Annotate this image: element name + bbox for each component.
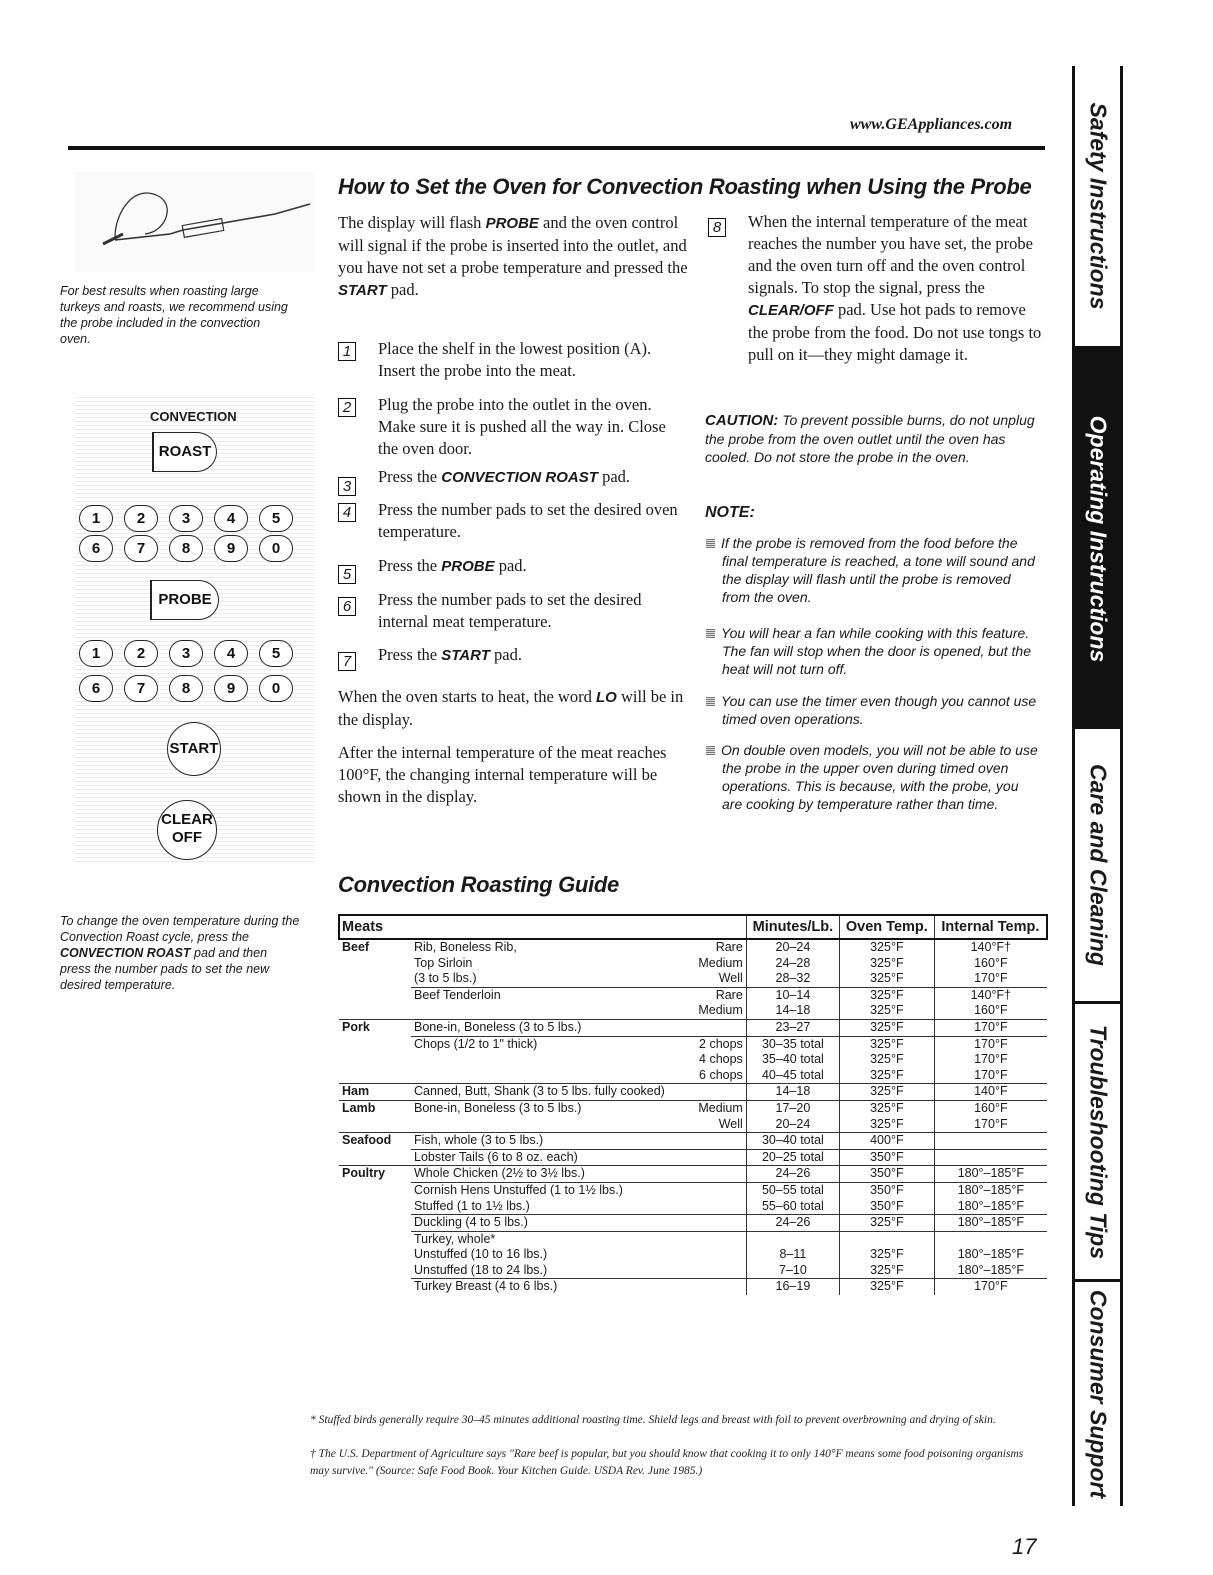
row-internal-temp: 140°F [934,1084,1047,1101]
step-7-number: 7 [338,652,356,671]
table-row [339,971,1047,987]
row-category [339,1215,411,1232]
row-oven-temp: 325°F [840,1100,935,1116]
change-temp-caption: To change the oven temperature during the Convection Roast cycle, press the CONVECTION ROAST pad and then press the number pads to set the new desired temperature. [60,914,300,992]
number-pad-6-b[interactable]: 6 [79,675,113,702]
lo-paragraph: When the oven starts to heat, the word LO will be in the display. [338,687,684,729]
table-row [339,1003,1047,1019]
step-8-number: 8 [708,218,726,237]
row-description: Turkey, whole* [411,1231,691,1247]
row-internal-temp: 180°–185°F [934,1247,1047,1263]
number-pad-8-b[interactable]: 8 [169,675,203,702]
start-pad[interactable]: START [167,722,221,776]
row-minutes: 30–40 total [746,1133,839,1150]
note-item-3: You can use the timer even though you cannot use timed oven operations. [722,692,1042,728]
note-bullet [706,697,715,706]
table-header-row [339,915,1047,939]
table-row [339,1019,1047,1036]
row-minutes: 24–26 [746,1215,839,1232]
table-row [339,1247,1047,1263]
row-minutes: 24–26 [746,1166,839,1183]
row-oven-temp: 350°F [840,1182,935,1198]
row-oven-temp: 325°F [840,1068,935,1084]
row-minutes: 8–11 [746,1247,839,1263]
number-pad-7-b[interactable]: 7 [124,675,158,702]
step-3-number: 3 [338,477,356,496]
step-4-number: 4 [338,503,356,522]
number-pad-8[interactable]: 8 [169,535,203,562]
row-internal-temp [934,1133,1047,1150]
table-row [339,1117,1047,1133]
row-doneness [691,1084,747,1101]
table-row [339,939,1047,956]
row-category [339,987,411,1003]
row-internal-temp: 140°F† [934,939,1047,956]
row-category [339,1003,411,1019]
step-3-text: Press the CONVECTION ROAST pad. [378,467,631,486]
table-row [339,1068,1047,1084]
row-internal-temp: 160°F [934,1100,1047,1116]
number-pad-2[interactable]: 2 [124,505,158,532]
step-4-text: Press the number pads to set the desired oven temperature. [378,500,678,541]
row-category [339,1279,411,1295]
convection-roasting-table [338,914,1048,1295]
row-description: Top Sirloin [414,955,473,970]
row-internal-temp: 170°F [934,971,1047,987]
after-paragraph: After the internal temperature of the meat reaches 100°F, the changing internal temperature will be shown in the display. [338,743,667,806]
row-oven-temp: 325°F [840,1036,935,1052]
row-internal-temp: 180°–185°F [934,1199,1047,1215]
row-oven-temp: 325°F [840,987,935,1003]
row-doneness: Medium [698,955,743,970]
number-pad-1[interactable]: 1 [79,505,113,532]
row-internal-temp: 170°F [934,1068,1047,1084]
step-5-number: 5 [338,565,356,584]
row-minutes [746,1231,839,1247]
row-oven-temp: 325°F [840,1019,935,1036]
tab-troubleshooting-tips[interactable]: Troubleshooting Tips [1085,1024,1111,1259]
row-oven-temp: 325°F [840,1052,935,1068]
note-bullet [706,746,715,755]
note-bullet [706,629,715,638]
row-minutes: 23–27 [746,1019,839,1036]
step-1-number: 1 [338,342,356,361]
row-minutes: 20–24 [746,939,839,956]
number-pad-9-b[interactable]: 9 [214,675,248,702]
row-category [339,1068,411,1084]
row-doneness: Rare [691,987,747,1003]
table-row [339,956,1047,972]
row-description: Beef Tenderloin [411,987,691,1003]
row-doneness [691,1199,747,1215]
row-category [339,1231,411,1247]
row-category [339,1149,411,1166]
row-oven-temp [840,1231,935,1247]
row-minutes: 7–10 [746,1263,839,1279]
table-row [339,1215,1047,1232]
table-row [339,1036,1047,1052]
clear-label: CLEAR [161,811,213,828]
row-category [339,1036,411,1052]
number-pad-7[interactable]: 7 [124,535,158,562]
row-minutes: 20–24 [746,1117,839,1133]
section-title-guide: Convection Roasting Guide [338,872,619,897]
number-pad-0-b[interactable]: 0 [259,675,293,702]
clear-off-pad[interactable] [157,800,217,860]
row-internal-temp [934,1231,1047,1247]
tab-consumer-support[interactable]: Consumer Support [1085,1289,1111,1499]
row-doneness [691,1215,747,1232]
header-meats: Meats [339,915,411,939]
row-minutes: 30–35 total [746,1036,839,1052]
row-minutes: 17–20 [746,1100,839,1116]
row-minutes: 50–55 total [746,1182,839,1198]
table-row [339,987,1047,1003]
number-pad-3[interactable]: 3 [169,505,203,532]
row-oven-temp: 350°F [840,1199,935,1215]
row-minutes: 55–60 total [746,1199,839,1215]
number-pad-4[interactable]: 4 [214,505,248,532]
row-doneness: 6 chops [699,1067,743,1082]
row-doneness [691,1019,747,1036]
row-description [411,1052,691,1068]
row-description: Bone-in, Boneless (3 to 5 lbs.) [411,1019,691,1036]
row-doneness [691,1263,747,1279]
row-description: Cornish Hens Unstuffed (1 to 1½ lbs.) [411,1182,691,1198]
row-oven-temp: 350°F [840,1149,935,1166]
row-oven-temp: 350°F [840,1166,935,1183]
row-minutes: 40–45 total [746,1068,839,1084]
row-description: Whole Chicken (2½ to 3½ lbs.) [411,1166,691,1183]
row-internal-temp: 170°F [934,1279,1047,1295]
row-internal-temp: 180°–185°F [934,1182,1047,1198]
row-category: Ham [339,1084,411,1101]
row-description: Chops (1/2 to 1" thick) [411,1036,691,1052]
row-oven-temp: 325°F [840,1247,935,1263]
row-description [411,1068,691,1084]
row-description: Rib, Boneless Rib, [411,939,691,956]
row-description: (3 to 5 lbs.) [414,971,477,986]
row-doneness: Medium [698,1003,743,1018]
row-description: Canned, Butt, Shank (3 to 5 lbs. fully cooked) [411,1084,691,1101]
row-internal-temp: 170°F [934,1117,1047,1133]
row-oven-temp: 325°F [840,956,935,972]
row-oven-temp: 325°F [840,1003,935,1019]
row-doneness: Rare [691,939,747,956]
header-description [411,915,746,939]
row-minutes: 20–25 total [746,1149,839,1166]
row-category: Pork [339,1019,411,1036]
table-row [339,1052,1047,1068]
page-number: 17 [1012,1534,1037,1559]
table-row [339,1166,1047,1183]
row-internal-temp: 180°–185°F [934,1215,1047,1232]
intro-paragraph: The display will flash PROBE and the oven control will signal if the probe is inserted into the outlet, and you have not set a probe temperature and pressed the START pad. [338,213,688,299]
step-1-text: Place the shelf in the lowest position (A). Insert the probe into the meat. [378,339,652,380]
row-doneness [691,1182,747,1198]
row-oven-temp: 325°F [840,1084,935,1101]
row-doneness [691,1166,747,1183]
roast-pad[interactable]: ROAST [152,432,217,472]
row-doneness [691,1149,747,1166]
row-description: Fish, whole (3 to 5 lbs.) [411,1133,691,1150]
note-item-2: You will hear a fan while cooking with this feature. The fan will stop when the door is opened, but the heat will not turn off. [722,624,1042,678]
row-description: Stuffed (1 to 1½ lbs.) [414,1198,530,1213]
row-category: Beef [339,939,411,956]
row-minutes: 14–18 [746,1084,839,1101]
step-5-text: Press the PROBE pad. [378,556,527,575]
row-minutes: 24–28 [746,956,839,972]
row-internal-temp [934,1149,1047,1166]
footnote-stuffed: * Stuffed birds generally require 30–45 minutes additional roasting time. Shield legs and breast with foil to prevent overbrowning and drying of skin. [310,1414,996,1426]
note-label: NOTE: [705,504,755,521]
probe-caption: For best results when roasting large turkeys and roasts, we recommend using the probe included in the convection oven. [60,284,288,346]
step-2-text: Plug the probe into the outlet in the oven. Make sure it is pushed all the way in. Close the oven door. [378,395,666,458]
table-row [339,1133,1047,1150]
row-internal-temp: 180°–185°F [934,1166,1047,1183]
row-doneness [691,1247,747,1263]
step-2-number: 2 [338,398,356,417]
row-doneness: 4 chops [699,1052,743,1067]
number-pad-5[interactable]: 5 [259,505,293,532]
row-doneness: Medium [691,1100,747,1116]
row-doneness: 2 chops [691,1036,747,1052]
row-doneness: Well [718,971,743,986]
row-oven-temp: 325°F [840,971,935,987]
probe-illustration [75,172,315,272]
row-internal-temp: 160°F [934,956,1047,972]
row-minutes: 16–19 [746,1279,839,1295]
table-row [339,1182,1047,1198]
table-row [339,1084,1047,1101]
row-description: Bone-in, Boneless (3 to 5 lbs.) [411,1100,691,1116]
note-bullet [706,539,715,548]
number-pad-6[interactable]: 6 [79,535,113,562]
number-pad-3-b[interactable]: 3 [169,640,203,667]
row-description: Duckling (4 to 5 lbs.) [411,1215,691,1232]
step-8-text: When the internal temperature of the meat reaches the number you have set, the probe and the oven turn off and the oven control signals. To stop the signal, press the CLEAR/OFF pad. Use hot pads to remove the probe from the food. Do not use tongs to pull on it—they might damage it. [748,212,1042,364]
note-item-1: If the probe is removed from the food before the final temperature is reached, a tone will sound and the display will flash until the probe is removed from the oven. [722,534,1042,606]
row-description: Unstuffed (18 to 24 lbs.) [414,1262,548,1277]
step-7-text: Press the START pad. [378,645,522,664]
row-category: Lamb [339,1100,411,1116]
table-row [339,1263,1047,1279]
tab-care-and-cleaning[interactable]: Care and Cleaning [1085,764,1111,966]
row-category [339,1052,411,1068]
row-internal-temp: 170°F [934,1052,1047,1068]
row-category [339,1199,411,1215]
row-category [339,1263,411,1279]
row-category [339,1117,411,1133]
row-minutes: 14–18 [746,1003,839,1019]
row-internal-temp: 180°–185°F [934,1263,1047,1279]
row-minutes: 35–40 total [746,1052,839,1068]
row-category [339,1247,411,1263]
row-minutes: 28–32 [746,971,839,987]
row-doneness [691,1133,747,1150]
row-description: Turkey Breast (4 to 6 lbs.) [411,1279,691,1295]
table-row [339,1199,1047,1215]
step-6-number: 6 [338,597,356,616]
caution-text: CAUTION: To prevent possible burns, do not unplug the probe from the oven outlet until the oven has cooled. Do not store the probe in the oven. [705,412,1035,465]
section-title-probe: How to Set the Oven for Convection Roasting when Using the Probe [338,174,1032,199]
number-pad-0[interactable]: 0 [259,535,293,562]
header-internal-temp: Internal Temp. [934,915,1047,939]
row-internal-temp: 170°F [934,1019,1047,1036]
row-description [411,1117,691,1133]
convection-label: CONVECTION [150,409,237,424]
header-oven-temp: Oven Temp. [840,915,935,939]
row-doneness [691,1279,747,1295]
row-oven-temp: 400°F [840,1133,935,1150]
row-internal-temp: 160°F [934,1003,1047,1019]
website-url: www.GEAppliances.com [850,116,1013,133]
row-category: Seafood [339,1133,411,1150]
row-oven-temp: 325°F [840,1215,935,1232]
header-minutes: Minutes/Lb. [746,915,839,939]
number-pad-9[interactable]: 9 [214,535,248,562]
number-pad-4-b[interactable]: 4 [214,640,248,667]
row-doneness [691,1231,747,1247]
row-minutes: 10–14 [746,987,839,1003]
row-oven-temp: 325°F [840,939,935,956]
table-row [339,1231,1047,1247]
row-description [411,1003,691,1019]
table-row [339,1149,1047,1166]
row-category [339,1182,411,1198]
row-oven-temp: 325°F [840,1279,935,1295]
off-label: OFF [172,829,202,846]
table-row [339,1100,1047,1116]
step-6-text: Press the number pads to set the desired internal meat temperature. [378,590,642,631]
section-tabs [1072,66,1123,1506]
row-description: Lobster Tails (6 to 8 oz. each) [411,1149,691,1166]
row-internal-temp: 140°F† [934,987,1047,1003]
number-pad-2-b[interactable]: 2 [124,640,158,667]
number-pad-1-b[interactable]: 1 [79,640,113,667]
probe-pad[interactable]: PROBE [150,580,219,620]
tab-operating-instructions[interactable]: Operating Instructions [1075,349,1120,729]
row-category: Poultry [339,1166,411,1183]
number-pad-5-b[interactable]: 5 [259,640,293,667]
header-rule [68,146,1045,150]
tab-safety-instructions[interactable]: Safety Instructions [1085,102,1111,310]
row-doneness: Well [718,1116,743,1131]
row-oven-temp: 325°F [840,1263,935,1279]
footnote-usda: † The U.S. Department of Agriculture says "Rare beef is popular, but you should know that cooking it to only 140°F means some food poisoning organisms may survive." (Source: Safe Food Book. Your Kitchen Guide. USDA Rev. June 1985.) [310,1448,1024,1477]
row-description: Unstuffed (10 to 16 lbs.) [414,1247,548,1262]
note-item-4: On double oven models, you will not be able to use the probe in the upper oven during timed oven operations. This is because, with the probe, you are cooking by temperature rather than time. [722,741,1042,813]
row-internal-temp: 170°F [934,1036,1047,1052]
row-category [339,971,411,987]
row-category [339,956,411,972]
table-row [339,1279,1047,1295]
row-oven-temp: 325°F [840,1117,935,1133]
